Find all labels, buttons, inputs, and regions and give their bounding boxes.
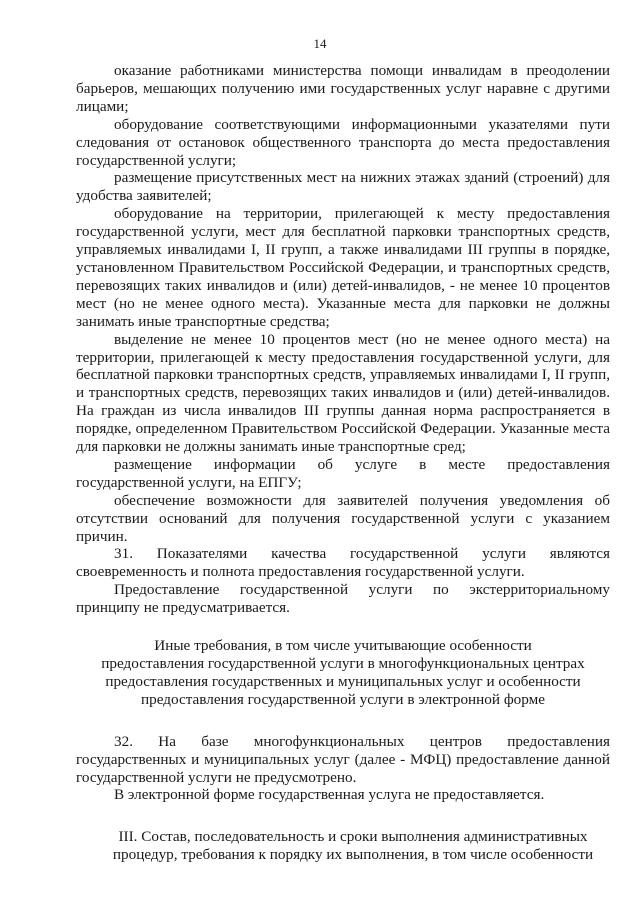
- heading-line: предоставления государственной услуги в многофункциональных центрах: [101, 655, 585, 672]
- heading-line: предоставления государственных и муниципальных услуг и особенности: [105, 672, 581, 690]
- paragraph-quality-indicators: 31. Показателями качества государственной услуги являются своевременность и полнота предоставления государственной услуги.: [76, 545, 610, 581]
- spacer: [76, 617, 610, 637]
- heading-section-three: [76, 828, 610, 864]
- paragraph-mfc: 32. На базе многофункциональных центров предоставления государственных и муниципальных услуг (далее - МФЦ) предоставление данной государственной услуги не предусмотрено.: [76, 732, 610, 786]
- paragraph-extraterritorial: Предоставление государственной услуги по экстерриториальному принципу не предусматривается.: [76, 581, 610, 617]
- heading-line: процедур, требования к порядку их выполнения, в том числе особенности: [112, 846, 594, 864]
- heading-other-requirements: [76, 637, 610, 709]
- heading-line: предоставления государственной услуги в электронной форме: [141, 690, 545, 708]
- paragraph-assistance: оказание работниками министерства помощи инвалидам в преодолении барьеров, мешающих получению ими государственных услуг наравне с другими лицами;: [76, 62, 610, 115]
- page-number: 14: [313, 36, 327, 51]
- paragraph-parking-equipment: оборудование на территории, прилегающей к месту предоставления государственной услуги, мест для бесплатной парковки транспортных средств, управляемых инвалидами I, II групп, а также инвалидами III группы в порядке, установленном Правительством Российской Федерации, и транспортных средств, перевозящих таких инвалидов и (или) детей-инвалидов, - не менее 10 процентов мест (но не менее одного места). Указанные места для парковки не должны занимать иные транспортные средства;: [76, 205, 610, 330]
- heading-line: Иные требования, в том числе учитывающие особенности: [154, 637, 532, 655]
- paragraph-signage: оборудование соответствующими информационными указателями пути следования от остановок общественного транспорта до места предоставления государственной услуги;: [76, 115, 610, 169]
- paragraph-information-placement: размещение информации об услуге в месте предоставления государственной услуги, на ЕПГУ;: [76, 455, 610, 491]
- spacer: [76, 709, 610, 733]
- heading-line: III. Состав, последовательность и сроки выполнения административных: [118, 828, 588, 846]
- document-body: [76, 62, 610, 864]
- paragraph-parking-allocation: выделение не менее 10 процентов мест (но не менее одного места) на территории, прилегающей к месту предоставления государственной услуги, для бесплатной парковки транспортных средств, управляемых инвалидами I, II групп, и транспортных средств, перевозящих таких инвалидов и (или) детей-инвалидов. На граждан из числа инвалидов III группы данная норма распространяется в порядке, определенном Правительством Российской Федерации. Указанные места для парковки не должны занимать иные транспортные сред;: [76, 330, 610, 456]
- paragraph-electronic-form: В электронной форме государственная услуга не предоставляется.: [114, 786, 545, 804]
- paragraph-notification: обеспечение возможности для заявителей получения уведомления об отсутствии оснований для получения государственной услуги с указанием причин.: [76, 491, 610, 545]
- spacer: [76, 804, 610, 828]
- paragraph-ground-floor: размещение присутственных мест на нижних этажах зданий (строений) для удобства заявителей;: [76, 169, 610, 205]
